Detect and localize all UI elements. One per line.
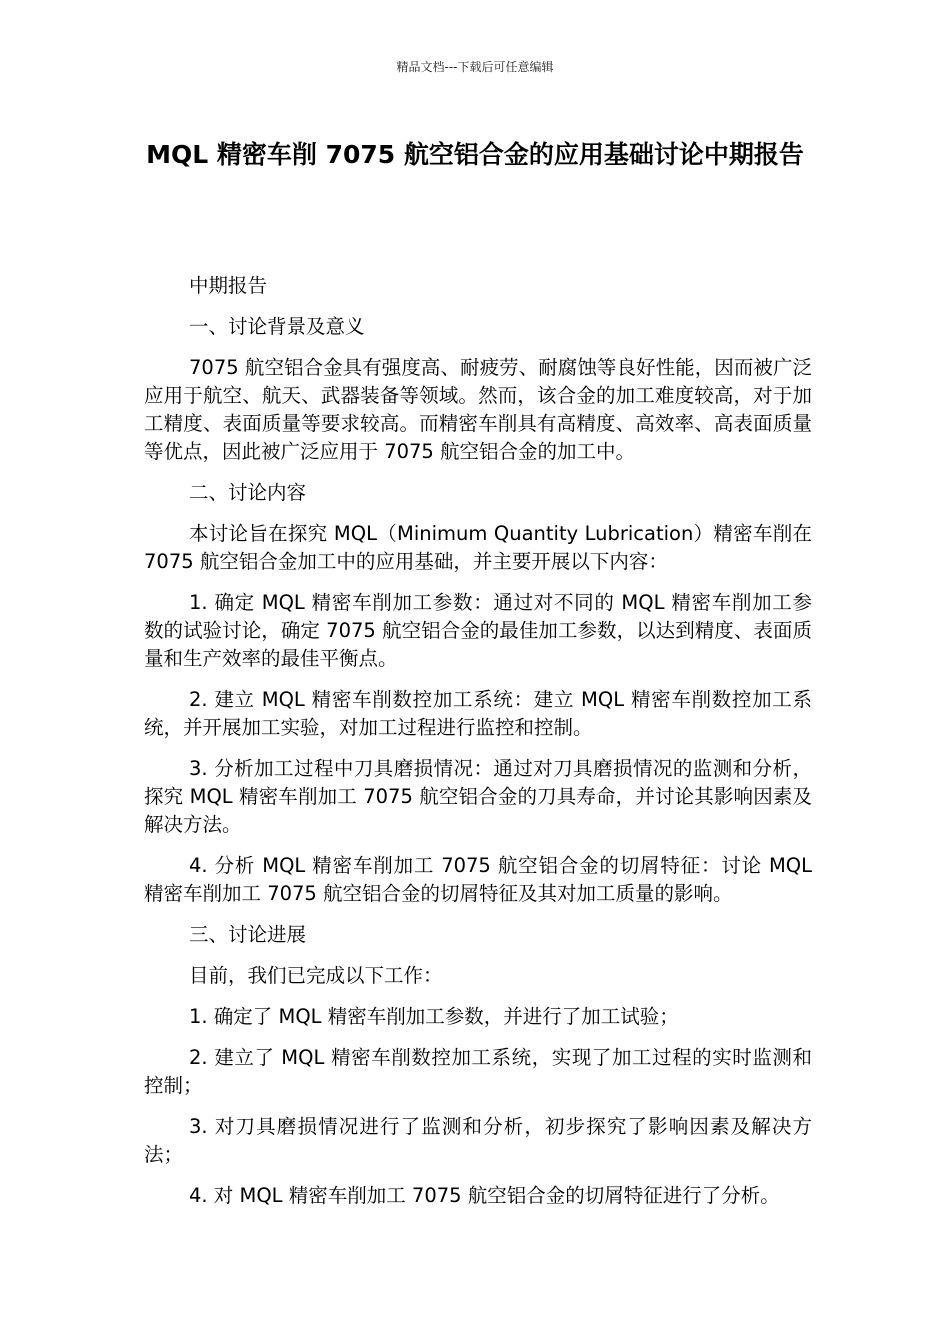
list-item: 1. 确定了 MQL 精密车削加工参数，并进行了加工试验；	[189, 1005, 679, 1028]
document-title: MQL 精密车削 7075 航空铝合金的应用基础讨论中期报告	[146, 140, 804, 169]
section-heading: 一、讨论背景及意义	[189, 315, 365, 338]
section-label: 中期报告	[189, 274, 268, 297]
list-item: 4. 分析 MQL 精密车削加工 7075 航空铝合金的切屑特征：讨论 MQL 精密车削加工 7075 航空铝合金的切屑特征及其对加工质量的影响。	[144, 854, 812, 905]
body-paragraph: 目前，我们已完成以下工作：	[189, 964, 443, 987]
list-item: 3. 对刀具磨损情况进行了监测和分析，初步探究了影响因素及解决方法；	[144, 1115, 812, 1166]
page-header-note: 精品文档---下载后可任意编辑	[396, 60, 554, 74]
list-item: 2. 建立了 MQL 精密车削数控加工系统，实现了加工过程的实时监测和控制；	[144, 1046, 812, 1097]
section-heading: 二、讨论内容	[189, 481, 307, 504]
section-heading: 三、讨论进展	[189, 923, 307, 946]
body-paragraph: 7075 航空铝合金具有强度高、耐疲劳、耐腐蚀等良好性能，因而被广泛应用于航空、航天、武器装备等领域。然而，该合金的加工难度较高，对于加工精度、表面质量等要求较高。而精密车削具有高精度、高效率、高表面质量等优点，因此被广泛应用于 7075 航空铝合金的加工中。	[144, 356, 812, 463]
document-body	[144, 272, 812, 1223]
list-item: 4. 对 MQL 精密车削加工 7075 航空铝合金的切屑特征进行了分析。	[189, 1184, 780, 1207]
body-paragraph: 本讨论旨在探究 MQL（Minimum Quantity Lubrication）精密车削在 7075 航空铝合金加工中的应用基础，并主要开展以下内容：	[144, 522, 812, 573]
list-item: 3. 分析加工过程中刀具磨损情况：通过对刀具磨损情况的监测和分析，探究 MQL 精密车削加工 7075 航空铝合金的刀具寿命，并讨论其影响因素及解决方法。	[144, 757, 812, 836]
list-item: 2. 建立 MQL 精密车削数控加工系统：建立 MQL 精密车削数控加工系统，并开展加工实验，对加工过程进行监控和控制。	[144, 688, 812, 739]
list-item: 1. 确定 MQL 精密车削加工参数：通过对不同的 MQL 精密车削加工参数的试验讨论，确定 7075 航空铝合金的最佳加工参数，以达到精度、表面质量和生产效率的最佳平衡点。	[144, 591, 812, 670]
